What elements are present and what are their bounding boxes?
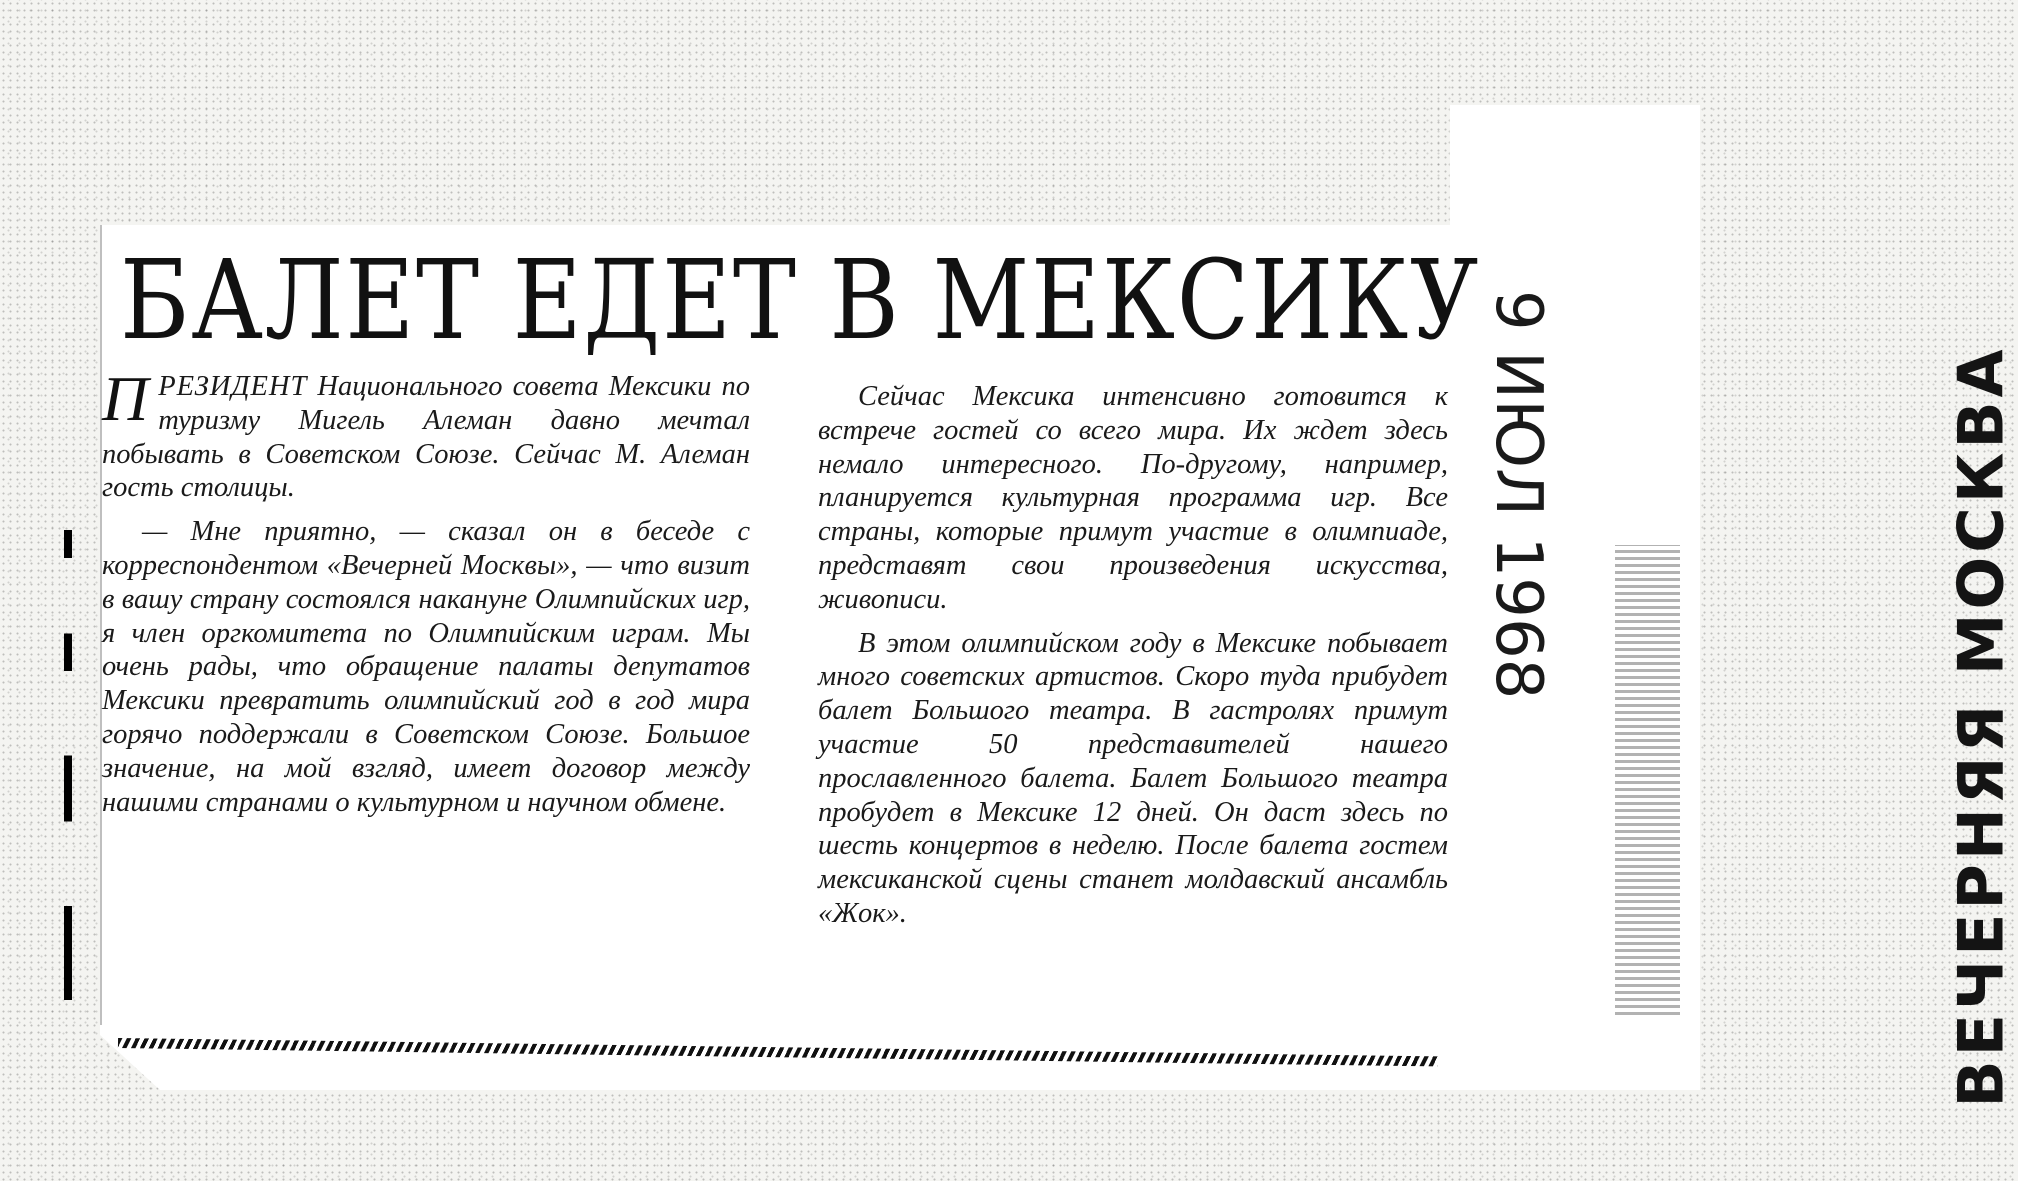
newspaper-name-stamp: ВЕЧЕРНЯЯ МОСКВА [1944,345,2018,1108]
drop-cap: П [102,363,149,434]
paragraph-lead [102,363,751,505]
article-headline: БАЛЕТ ЕДЕТ В МЕКСИКУ [120,236,1481,364]
paragraph-preparations: Сейчас Мексика интенсивно готовится к встрече гостей со всего мира. Их ждет здесь немало интересного. По-другому, например, планируется культурная программа игр. Все страны, которые примут участие в олимпиаде, представят свои произведения искусства, живописи. [818,381,1448,615]
paragraph-bolshoi-tour: В этом олимпийском году в Мексике побывает много советских артистов. Скоро туда прибудет балет Большого театра. В гастролях примут участие 50 представителей нашего прославленного балета. Балет Большого театра пробудет в Мексике 12 дней. Он даст здесь по шесть концертов в неделю. После балета гостем мексиканской сцены станет молдавский ансамбль «Жок». [818,627,1448,929]
archive-date-stamp: 9 ИЮЛ 1968 [1481,290,1555,700]
article-left-column [102,363,751,829]
article-right-column [818,380,1448,941]
margin-marks [64,530,72,1000]
paragraph-text: Национального совета Мексики по туризму Мигель Алеман давно мечтал побывать в Советском Союзе. Сейчас М. Алеман гость столицы. [102,371,751,504]
stamp-masthead-block [1615,545,1680,1015]
paragraph-quote: — Мне приятно, — сказал он в беседе с корреспондентом «Вечерней Москвы», — что визит в вашу страну состоялся накануне Олимпийских игр, я член оргкомитета по Олимпийским играм. Мы очень рады, что обращение палаты депутатов Мексики превратить олимпийский год в год мира горячо поддержали в Советском Союзе. Большое значение, на мой взгляд, имеет договор между нашими странами о культурном и научном обмене. [102,516,750,818]
lead-caps: РЕЗИДЕНТ [158,371,308,402]
